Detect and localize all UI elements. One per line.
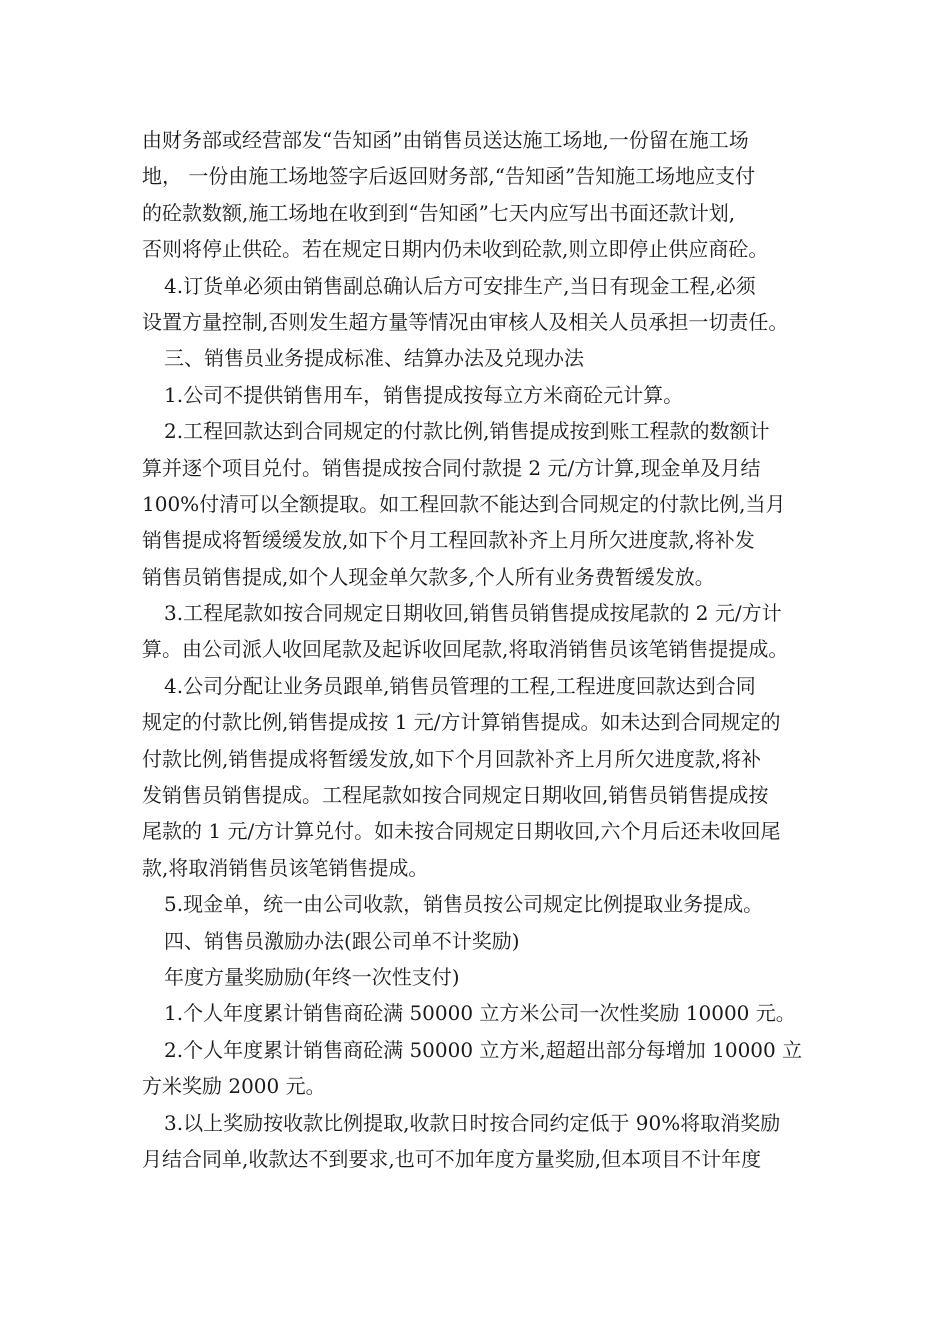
text-line: 尾款的 1 元/方计算兑付。如未按合同规定日期收回,六个月后还未收回尾 [142,819,781,844]
text-line: 4.公司分配让业务员跟单,销售员管理的工程,工程进度回款达到合同 [164,673,756,698]
text-line: 四、销售员激励办法(跟公司单不计奖励) [164,928,520,953]
text-line: 3.工程尾款如按合同规定日期收回,销售员销售提成按尾款的 2 元/方计 [164,601,782,626]
text-line: 款,将取消销售员该笔销售提成。 [142,855,429,880]
text-line: 设置方量控制,否则发生超方量等情况由审核人及相关人员承担一切责任。 [142,309,789,334]
text-line: 否则将停止供砼。若在规定日期内仍未收到砼款,则立即停止供应商砼。 [142,237,769,262]
text-line: 100%付清可以全额提取。如工程回款不能达到合同规定的付款比例,当月 [142,491,786,516]
text-line: 5.现金单，统一由公司收款，销售员按公司规定比例提取业务提成。 [164,892,764,917]
text-line: 3.以上奖励按收款比例提取,收款日时按合同约定低于 90%将取消奖励 [164,1110,781,1135]
text-line: 销售提成将暂缓缓发放,如下个月工程回款补齐上月所欠进度款,将补发 [142,528,755,553]
text-line: 2.工程回款达到合同规定的付款比例,销售提成按到账工程款的数额计 [164,419,770,444]
text-line: 由财务部或经营部发“告知函”由销售员送达施工场地,一份留在施工场 [142,128,749,152]
text-line: 发销售员销售提成。工程尾款如按合同规定日期收回,销售员销售提成按 [142,783,769,808]
text-line: 销售员销售提成,如个人现金单欠款多,个人所有业务费暂缓发放。 [142,564,715,589]
text-line: 年度方量奖励励(年终一次性支付) [164,964,460,989]
text-line: 地， 一份由施工场地签字后返回财务部,“告知函”告知施工场地应支付 [142,164,756,189]
text-line: 付款比例,销售提成将暂缓发放,如下个月回款补齐上月所欠进度款,将补 [142,746,762,771]
document-body [142,122,822,1177]
text-line: 月结合同单,收款达不到要求,也可不加年度方量奖励,但本项目不计年度 [142,1146,762,1171]
text-line: 算。由公司派人收回尾款及起诉收回尾款,将取消销售员该笔销售提提成。 [142,637,789,662]
text-line: 规定的付款比例,销售提成按 1 元/方计算销售提成。如未达到合同规定的 [142,710,781,735]
text-line: 算并逐个项目兑付。销售提成按合同付款提 2 元/方计算,现金单及月结 [142,455,761,480]
text-line: 的砼款数额,施工场地在收到到“告知函”七天内应写出书面还款计划, [142,200,736,225]
text-line: 1.公司不提供销售用车，销售提成按每立方米商砼元计算。 [164,382,684,407]
text-line: 三、销售员业务提成标准、结算办法及兑现办法 [164,346,584,371]
text-line: 1.个人年度累计销售商砼满 50000 立方米公司一次性奖励 10000 元。 [164,1001,796,1026]
text-line: 方米奖励 2000 元。 [142,1074,326,1099]
text-line: 4.订货单必须由销售副总确认后方可安排生产,当日有现金工程,必须 [164,273,756,298]
text-line: 2.个人年度累计销售商砼满 50000 立方米,超超出部分每增加 10000 立 [164,1037,803,1062]
